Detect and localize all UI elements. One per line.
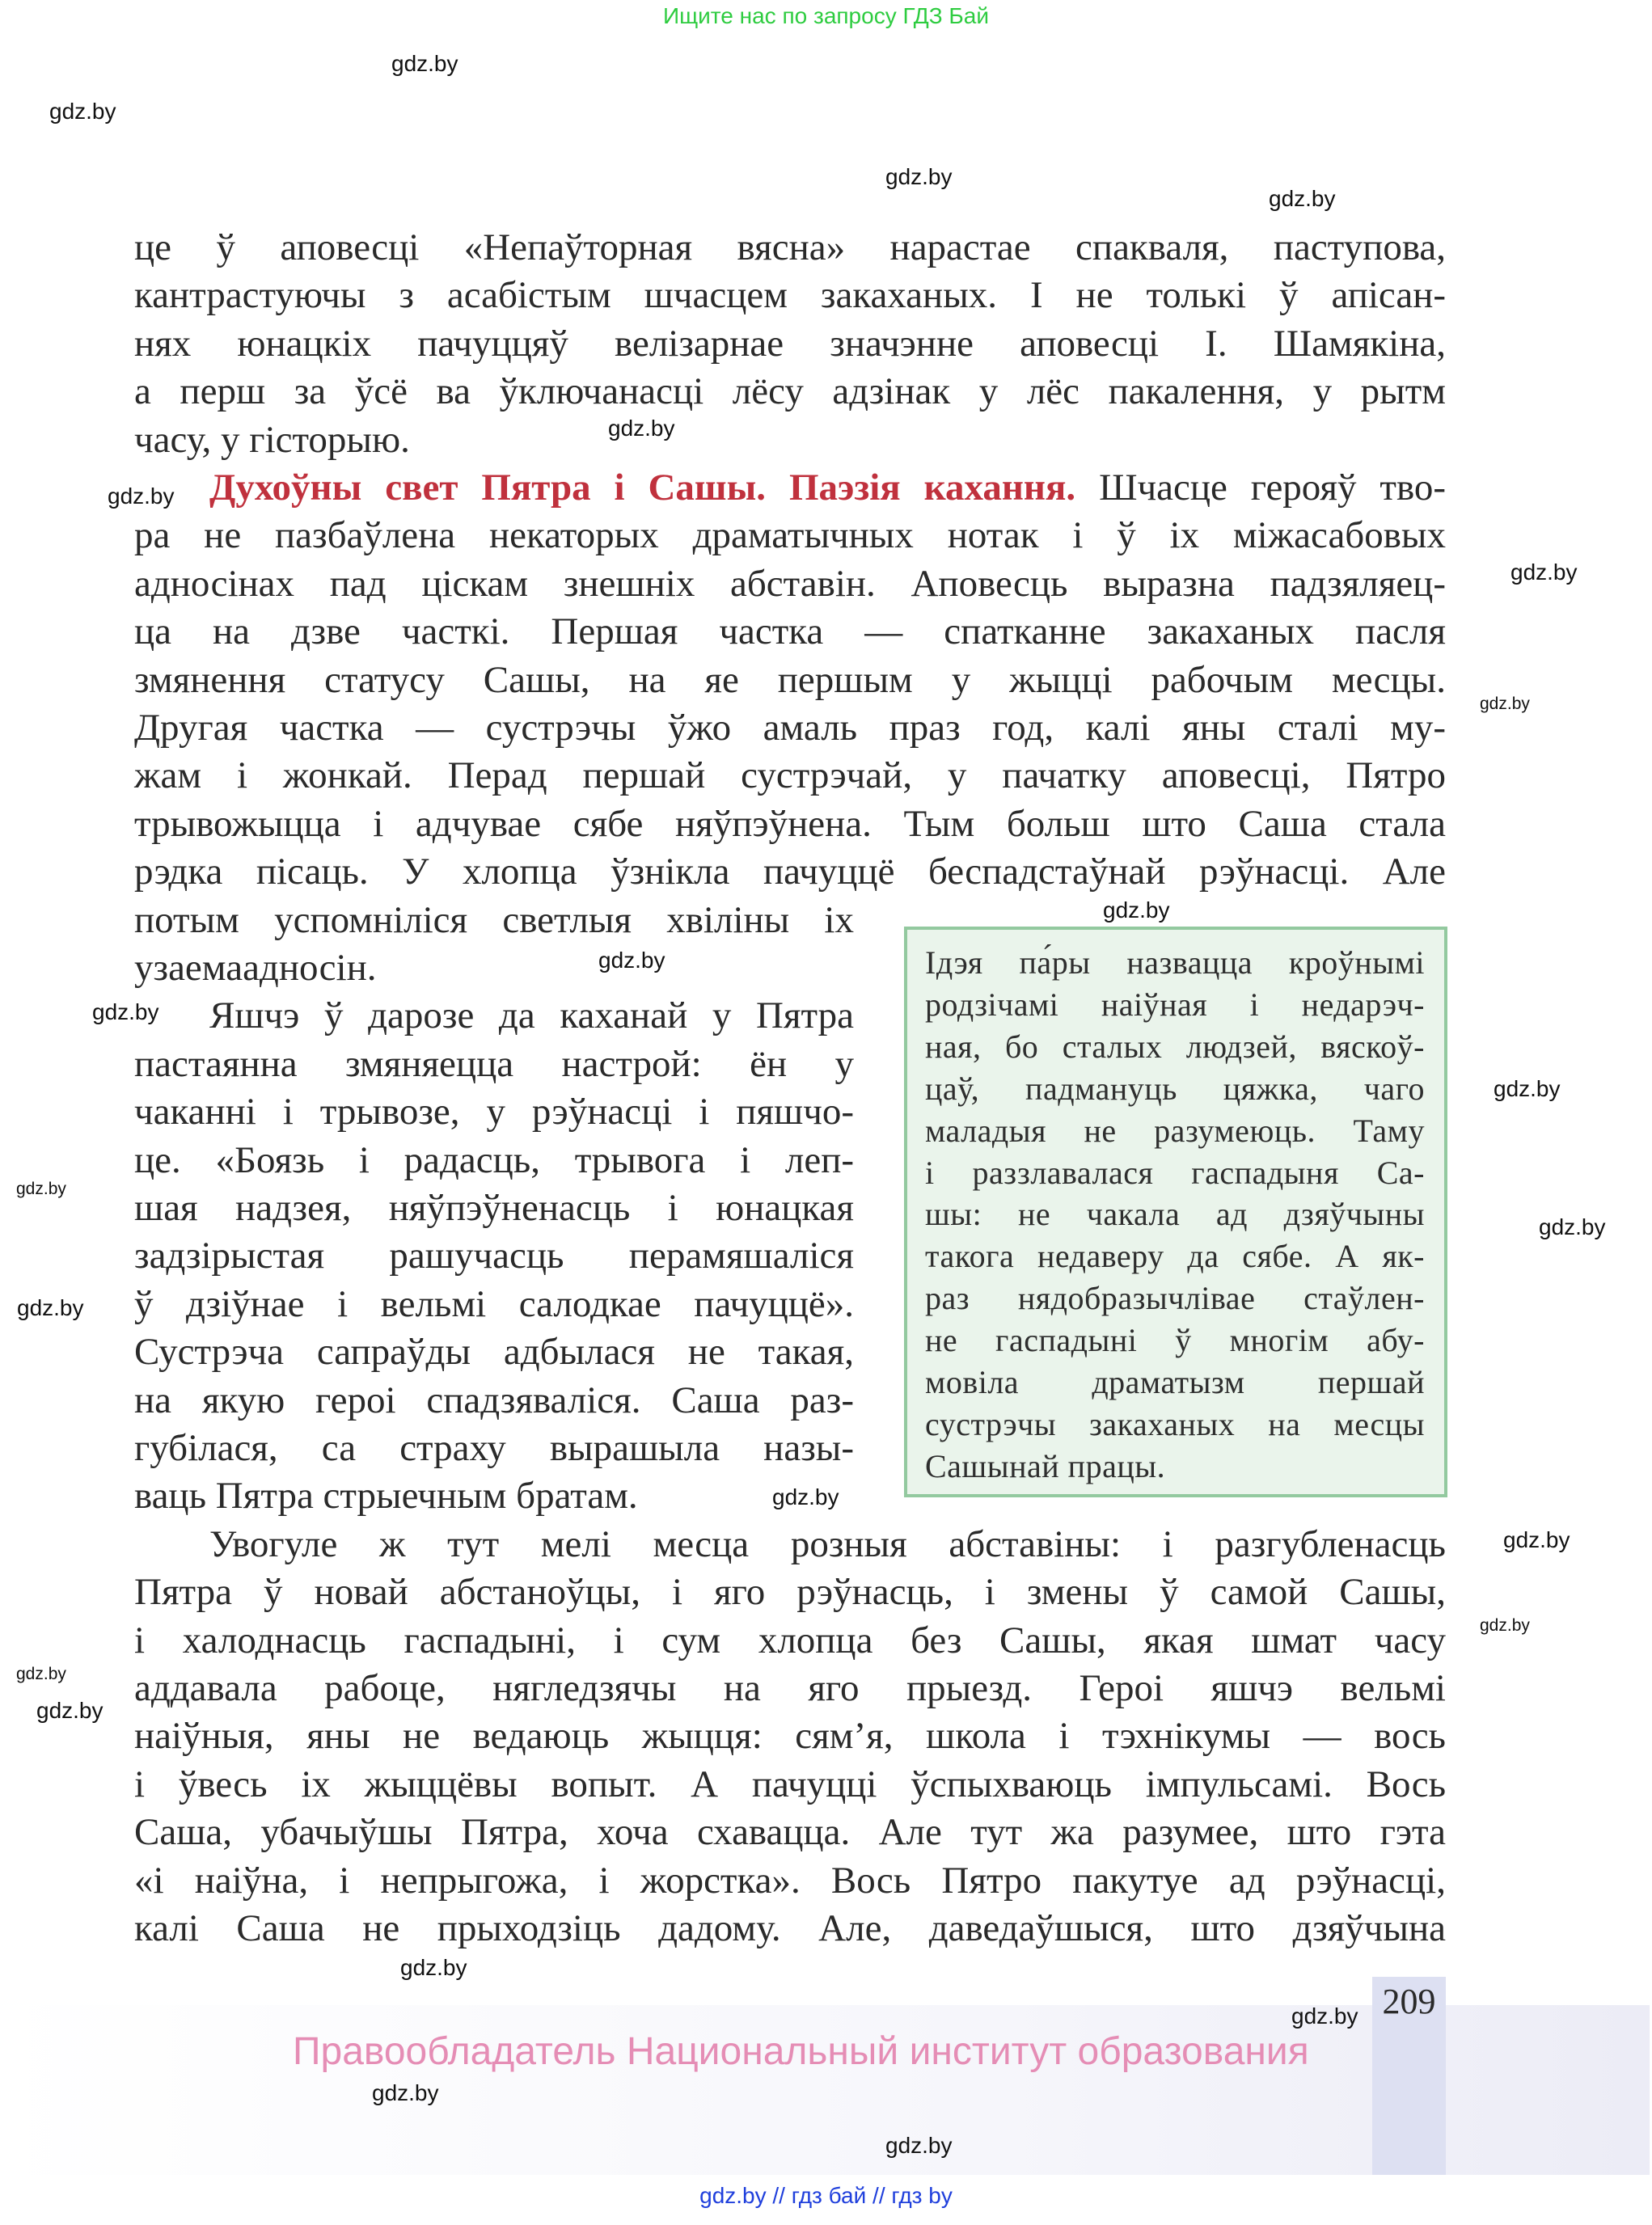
section-heading: Духоўны свет Пятра і Сашы. Паэзія кахання. — [209, 467, 1076, 509]
watermark: gdz.by — [1494, 1076, 1561, 1101]
search-banner: Ищите нас по запросу ГДЗ Бай — [662, 3, 990, 28]
sidebar-note-box — [904, 927, 1447, 1497]
sidebar-line: цаў, падмануць цяжка, чаго — [925, 1070, 1425, 1107]
sidebar-line: маладыя не разумеюць. Таму — [925, 1112, 1425, 1149]
sidebar-line: Сашынай працы. — [925, 1447, 1166, 1484]
text-line: Сустрэча сапраўды адбылася не такая, — [134, 1331, 854, 1374]
watermark: gdz.by — [108, 483, 175, 509]
watermark: gdz.by — [16, 1180, 66, 1198]
text-line: трывожыцца і адчувае сябе няўпэўнена. Тым больш што Саша стала — [134, 802, 1446, 845]
text-line: жам і жонкай. Перад першай сустрэчай, у пачатку аповесці, Пятро — [134, 754, 1446, 797]
text-line: це. «Боязь і радасць, трывога і леп- — [134, 1138, 854, 1181]
text-line: потым успомніліся светлыя хвіліны іх — [134, 898, 854, 941]
text-line: рэдка пісаць. У хлопца ўзнікла пачуццё беспадстаўнай рэўнасці. Але — [134, 851, 1446, 893]
text-line-rest: Шчасце герояў тво- — [1099, 467, 1446, 509]
text-line: задзірыстая рашучасць перамяшаліся — [134, 1235, 854, 1277]
sidebar-line: не гаспадыні ў многім абу- — [925, 1322, 1425, 1359]
text-line: нях юнацкіх пачуццяў велізарнае значэнне аповесці І. Шамякіна, — [134, 322, 1446, 365]
text-line: чаканні і трывозе, у рэўнасці і пяшчо- — [134, 1091, 854, 1134]
watermark: gdz.by — [391, 51, 458, 76]
text-line: ваць Пятра стрыечным братам. — [134, 1475, 638, 1518]
page-number: 209 — [1382, 1982, 1436, 2021]
watermark: gdz.by — [372, 2080, 439, 2105]
watermark: gdz.by — [608, 416, 675, 441]
text-line: ра не пазбаўлена некаторых драматычных нотак і ў іх міжасабовых — [134, 514, 1446, 557]
text-line: часу, у гісторыю. — [134, 418, 410, 461]
watermark: gdz.by — [885, 164, 953, 189]
watermark: gdz.by — [1510, 559, 1578, 585]
watermark: gdz.by — [598, 948, 665, 973]
sidebar-line: такога недаверу да сябе. А як- — [925, 1238, 1425, 1275]
text-line: «і наіўна, і непрыгожа, і жорстка». Вось Пятро пакутуе ад рэўнасці, — [134, 1859, 1446, 1902]
text-line: Яшчэ ў дарозе да каханай у Пятра — [209, 994, 854, 1037]
text-line: це ў аповесці «Непаўторная вясна» нарастае спакваля, паступова, — [134, 226, 1446, 268]
watermark: gdz.by — [36, 1698, 104, 1723]
watermark: gdz.by — [1503, 1527, 1570, 1552]
text-line: змянення статусу Сашы, на яе першым у жыцці рабочым месцы. — [134, 658, 1446, 701]
copyright-notice: Правообладатель Национальный институт образования — [293, 2030, 1309, 2073]
text-line: кантрастуючы з асабістым шчасцем закаханых. І не толькі ў апісан- — [134, 274, 1446, 317]
watermark: gdz.by — [1480, 1616, 1530, 1635]
sidebar-line: шы: не чакала ад дзяўчыны — [925, 1196, 1425, 1233]
watermark: gdz.by — [1480, 695, 1530, 713]
watermark: gdz.by — [1291, 2003, 1358, 2029]
text-line: Пятра ў новай абстаноўцы, і яго рэўнасць, і змены ў самой Сашы, — [134, 1571, 1446, 1614]
sidebar-line: ная, бо сталых людзей, вяскоў- — [925, 1028, 1425, 1065]
text-line: а перш за ўсё ва ўключанасці лёсу адзінак у лёс пакалення, у рытм — [134, 370, 1446, 413]
text-line: ца на дзве часткі. Першая частка — спатканне закаханых пасля — [134, 610, 1446, 653]
watermark: gdz.by — [1269, 186, 1336, 211]
text-line: узаемаадносін. — [134, 947, 377, 989]
watermark: gdz.by — [92, 999, 159, 1024]
watermark: gdz.by — [1103, 897, 1170, 923]
text-line: наіўныя, яны не ведаюць жыцця: сям’я, школа і тэхнікумы — вось — [134, 1715, 1446, 1758]
sidebar-line: сустрэчы закаханых на месцы — [925, 1405, 1425, 1442]
text-line: і халоднасць гаспадыні, і сум хлопца без Сашы, якая шмат часу — [134, 1619, 1446, 1661]
sidebar-line: Ідэя па́ры назвацца кроўнымі — [925, 944, 1425, 981]
text-line: пастаянна змяняецца настрой: ён у — [134, 1042, 854, 1085]
text-line: на якую героі спадзяваліся. Саша раз- — [134, 1378, 854, 1421]
sidebar-line: родзічамі наіўная і недарэч- — [925, 986, 1425, 1023]
watermark: gdz.by — [49, 99, 116, 124]
sidebar-line: мовіла драматызм першай — [925, 1364, 1425, 1400]
sidebar-line: і раззлавалася гаспадыня Са- — [925, 1154, 1425, 1191]
text-line: ў дзіўнае і вельмі салодкае пачуццё». — [134, 1282, 854, 1325]
text-line: губілася, са страху вырашыла назы- — [134, 1427, 854, 1469]
sidebar-line: раз нядобразычлівае стаўлен- — [925, 1280, 1425, 1317]
text-line: шая надзея, няўпэўненасць і юнацкая — [134, 1187, 854, 1229]
text-line: аддавала рабоце, нягледзячы на яго прыезд. Героі яшчэ вельмі — [134, 1667, 1446, 1709]
text-line: калі Саша не прыходзіць дадому. Але, даведаўшыся, што дзяўчына — [134, 1907, 1446, 1949]
text-line — [209, 464, 1446, 511]
text-line: Другая частка — сустрэчы ўжо амаль праз год, калі яны сталі му- — [134, 707, 1446, 749]
text-line: Саша, убачыўшы Пятра, хоча схавацца. Але тут жа разумее, што гэта — [134, 1811, 1446, 1854]
text-line: Увогуле ж тут мелі месца розныя абставіны: і разгубленасць — [209, 1522, 1446, 1565]
watermark: gdz.by — [772, 1484, 839, 1509]
site-links[interactable]: gdz.by // гдз бай // гдз by — [699, 2183, 953, 2208]
text-line: і ўвесь іх жыццёвы вопыт. А пачуцці ўспыхваюць імпульсамі. Вось — [134, 1763, 1446, 1805]
watermark: gdz.by — [885, 2133, 953, 2158]
watermark: gdz.by — [400, 1955, 467, 1980]
watermark: gdz.by — [17, 1295, 84, 1320]
watermark: gdz.by — [16, 1665, 66, 1683]
watermark: gdz.by — [1539, 1214, 1606, 1239]
text-line: адносінах пад ціскам знешніх абставін. Аповесць выразна падзяляец- — [134, 562, 1446, 605]
